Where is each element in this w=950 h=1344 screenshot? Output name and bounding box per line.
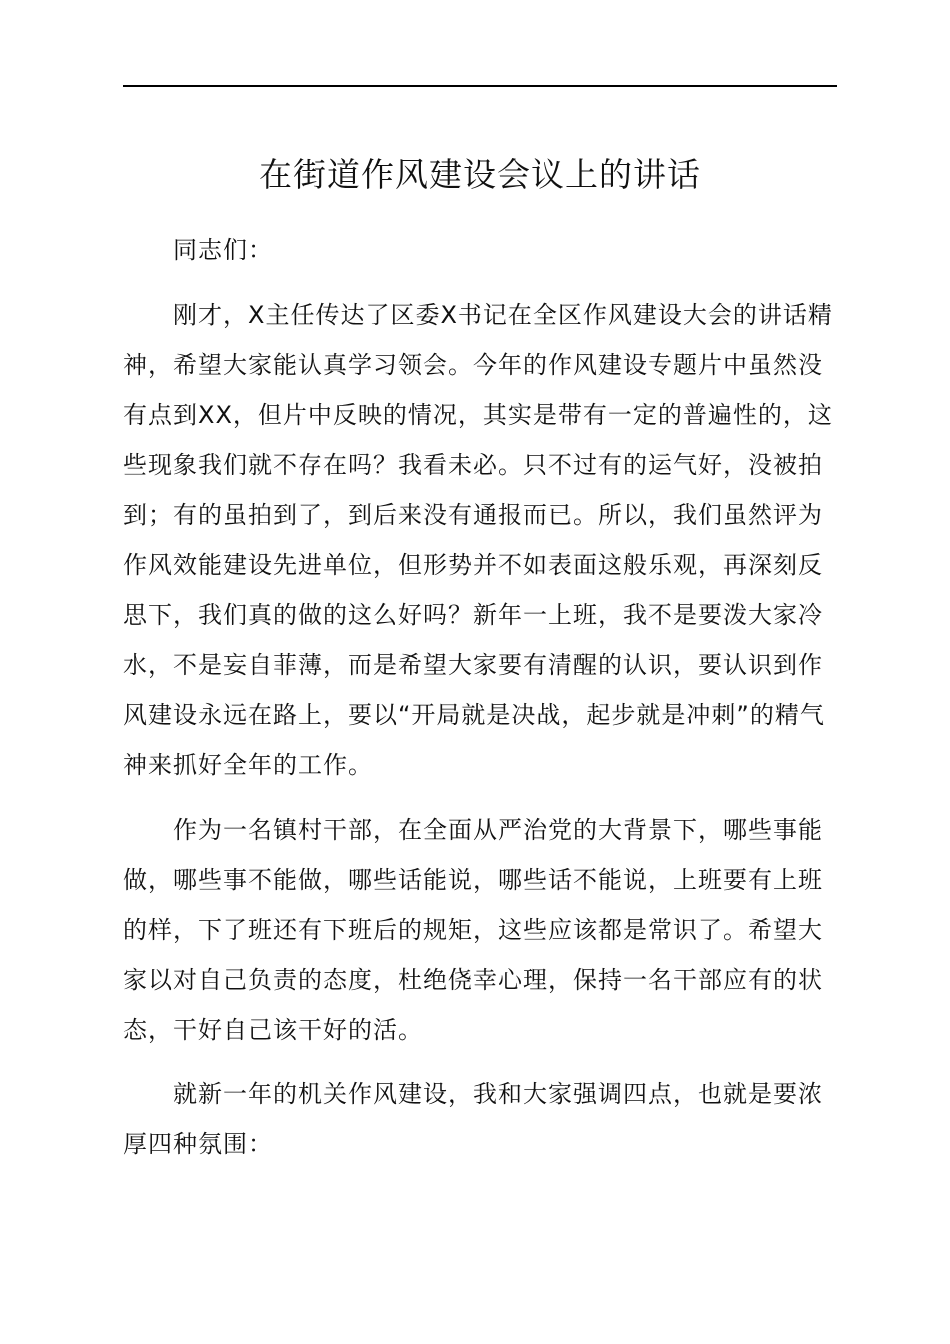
salutation: 同志们： [173,236,273,264]
paragraph-2: 作为一名镇村干部，在全面从严治党的大背景下，哪些事能做，哪些事不能做，哪些话能说，哪些话不能说，上班要有上班的样，下了班还有下班后的规矩，这些应该都是常识了。希望大家以对自己负责的态度，杜绝侥幸心理，保持一名干部应有的状态，干好自己该干好的活。 [123,816,823,1044]
paragraph-1: 刚才，X主任传达了区委X书记在全区作风建设大会的讲话精神，希望大家能认真学习领会。今年的作风建设专题片中虽然没有点到XX，但片中反映的情况，其实是带有一定的普遍性的，这些现象我们就不存在吗？我看未必。只不过有的运气好，没被拍到；有的虽拍到了，到后来没有通报而已。所以，我们虽然评为作风效能建设先进单位，但形势并不如表面这般乐观，再深刻反思下，我们真的做的这么好吗？新年一上班，我不是要泼大家冷水，不是妄自菲薄，而是希望大家要有清醒的认识，要认识到作风建设永远在路上，要以“开局就是决战，起步就是冲刺”的精气神来抓好全年的工作。 [123,301,833,779]
paragraph-3: 就新一年的机关作风建设，我和大家强调四点，也就是要浓厚四种氛围： [123,1080,823,1158]
document-title: 在街道作风建设会议上的讲话 [259,155,701,194]
header-rule [123,85,837,87]
